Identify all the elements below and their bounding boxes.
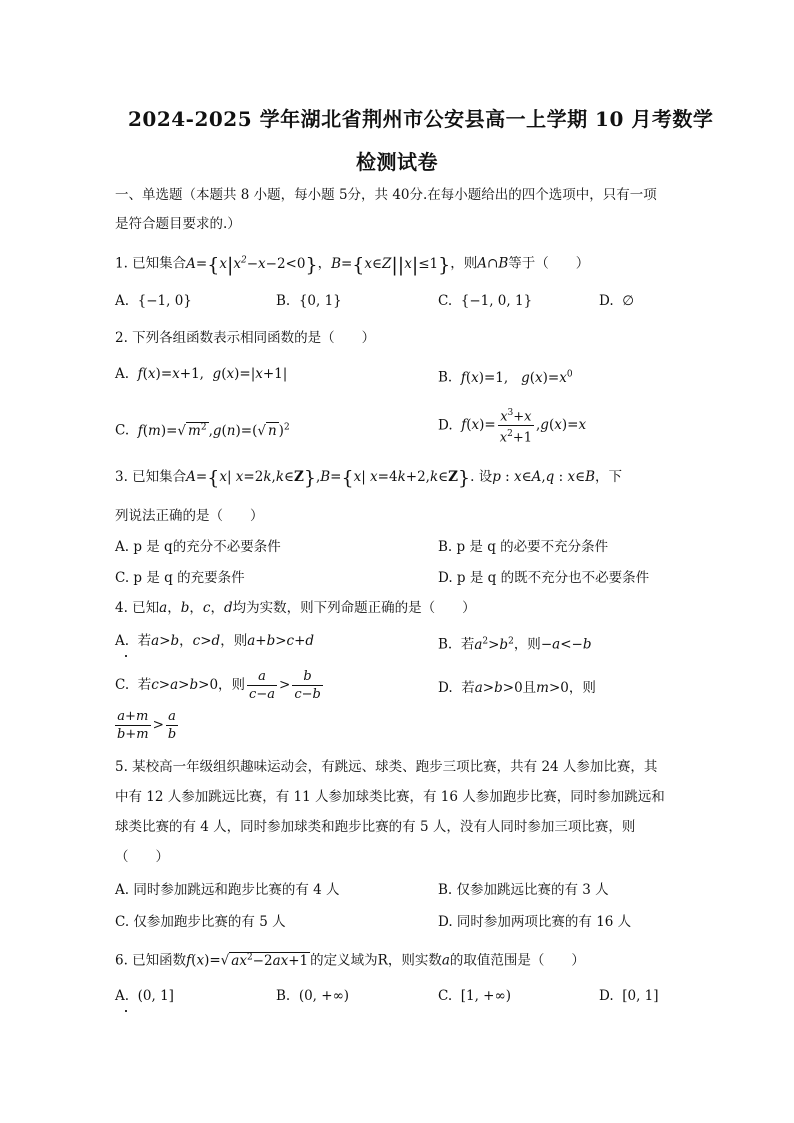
question-5-option-d[interactable]: D. 同时参加两项比赛的有 16 人 [438,914,632,930]
question-5-stem-line2: 中有 12 人参加跳远比赛，有 11 人参加球类比赛，有 16 人参加跑步比赛，同时参加跳远和 [115,789,665,805]
question-2-option-d[interactable]: D. f(x)= $\frac{x^3+x}{x^2+1}$ ,g(x)=x [438,405,586,447]
question-1-stem: 1. 已知集合$A=\{x|x^2-x-2<0\}$，B={x∈Z||x|≤1}，则A∩B等于（ ） [115,253,590,276]
question-4-option-d[interactable]: D. 若a>b>0且m>0，则 [438,680,596,696]
question-5-stem-line3: 球类比赛的有 4 人，同时参加球类和跑步比赛的有 5 人，没有人同时参加三项比赛，则 [115,819,636,835]
question-4-option-c[interactable]: C. 若c>a>b>0，则 $\frac{a}{c-a}$ > $\frac{b}{c-b}$ [115,669,321,702]
question-6-option-c[interactable]: C. [1, +∞) [438,988,511,1004]
bullet-dot [125,1010,127,1012]
section-instructions-line1: 一、单选题（本题共 8 小题，每小题 5分，共 40分.在每小题给出的四个选项中，只有一项 [115,187,657,203]
exam-title-line1: 2024-2025 学年湖北省荆州市公安县高一上学期 10 月考数学 [128,107,714,131]
set-a-definition: $A=\{x|x^2-x-2<0\}$ [186,253,318,276]
question-4-option-d-formula: $\frac{a+m}{b+m}$ > $\frac{a}{b}$ [117,709,177,742]
question-1-option-c[interactable]: C. {−1, 0, 1} [438,293,533,309]
question-5-option-b[interactable]: B. 仅参加跳远比赛的有 3 人 [438,882,609,898]
question-6-option-b[interactable]: B. (0, +∞) [276,988,350,1004]
set-b-definition: B={x∈Z||x|≤1} [331,253,451,276]
question-3-option-d[interactable]: D. p 是 q 的既不充分也不必要条件 [438,570,650,586]
question-1-option-b[interactable]: B. {0, 1} [276,293,342,309]
section-instructions-line2: 是符合题目要求的.） [115,216,241,232]
question-6-option-a[interactable]: A. (0, 1] [115,988,174,1004]
question-5-option-a[interactable]: A. 同时参加跳远和跑步比赛的有 4 人 [115,882,340,898]
question-4-option-b[interactable]: B. 若$a^2>b^2$，则−a<−b [438,636,592,653]
question-4-option-a[interactable]: A. 若a>b，c>d，则a+b>c+d [115,633,315,649]
question-4-stem: 4. 已知a，b，c，d均为实数，则下列命题正确的是（ ） [115,600,476,616]
question-3-option-c[interactable]: C. p 是 q 的充要条件 [115,570,245,586]
question-5-option-c[interactable]: C. 仅参加跑步比赛的有 5 人 [115,914,286,930]
question-3-option-a[interactable]: A. p 是 q的充分不必要条件 [115,539,281,555]
question-3-stem-line2: 列说法正确的是（ ） [115,508,264,524]
question-3-option-b[interactable]: B. p 是 q 的必要不充分条件 [438,539,609,555]
question-2-option-b[interactable]: B. f(x)=1, $g(x)=x^0$ [438,369,573,386]
question-5-stem-line1: 5. 某校高一年级组织趣味运动会，有跳远、球类、跑步三项比赛，共有 24 人参加比赛，其 [115,759,658,775]
exam-title-line2: 检测试卷 [356,150,438,174]
question-3-stem: 3. 已知集合A={x| x=2k,k∈Z},B={x| x=4k+2,k∈Z}. 设p : x∈A,q : x∈B，下 [115,467,623,489]
question-2-option-c[interactable]: C. f(m)=√ $m^2$ ,g(n)=(√ n )$^2$ [115,422,290,439]
question-2-stem: 2. 下列各组函数表示相同函数的是（ ） [115,330,376,346]
question-5-stem-line4: （ ） [115,849,169,865]
question-6-option-d[interactable]: D. [0, 1] [599,988,659,1004]
bullet-dot [125,655,127,657]
question-1-option-d[interactable]: D. ∅ [599,293,634,309]
question-6-stem: 6. 已知函数f(x)=√ $ax^2-2ax+1$ 的定义域为R，则实数a的取值范围是（ ） [115,952,585,969]
question-1-option-a[interactable]: A. {−1, 0} [115,293,192,309]
question-2-option-a[interactable]: A. f(x)=x+1, g(x)=|x+1| [115,366,288,382]
